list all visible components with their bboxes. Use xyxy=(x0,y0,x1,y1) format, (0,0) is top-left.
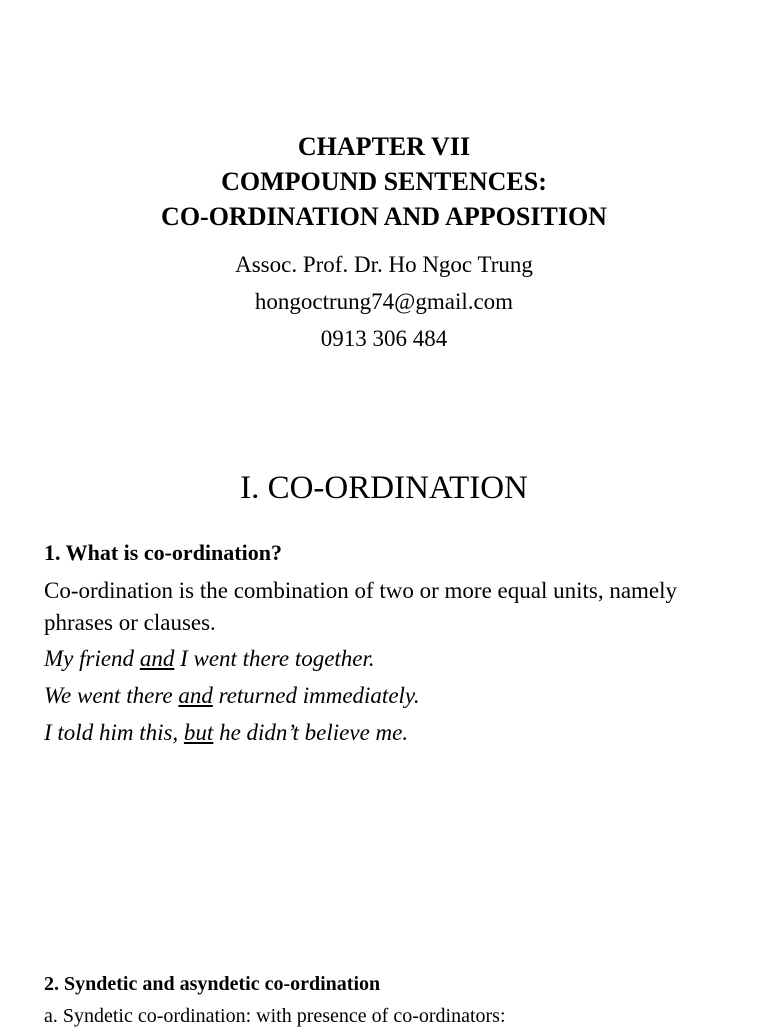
chapter-label: CHAPTER VII xyxy=(297,132,471,161)
part2-item-a: a. Syndetic co-ordination: with presence of co-ordinators: xyxy=(44,1005,506,1027)
coordinator-word: but xyxy=(183,720,214,745)
example-text: returned immediately. xyxy=(212,683,420,708)
example-text: I told him this, xyxy=(44,720,184,745)
example-text: he didn’t believe me. xyxy=(213,720,409,745)
chapter-title: COMPOUND SENTENCES: xyxy=(221,167,547,196)
author-email: hongoctrung74@gmail.com xyxy=(254,289,514,314)
example-sentence xyxy=(44,681,420,711)
chapter-subtitle: CO-ORDINATION AND APPOSITION xyxy=(161,202,607,231)
author-name: Assoc. Prof. Dr. Ho Ngoc Trung xyxy=(235,252,533,277)
coordinator-word: and xyxy=(139,646,175,671)
example-sentence xyxy=(44,718,408,748)
example-sentence xyxy=(44,644,375,674)
coordinator-word: and xyxy=(178,683,213,708)
part2-heading: 2. Syndetic and asyndetic co-ordination xyxy=(44,973,381,995)
example-text: My friend xyxy=(44,646,140,671)
author-phone: 0913 306 484 xyxy=(320,326,448,351)
part1-definition: Co-ordination is the combination of two or more equal units, namely phrases or clauses. xyxy=(44,578,678,635)
section-heading: I. CO-ORDINATION xyxy=(240,470,528,506)
example-text: We went there xyxy=(44,683,179,708)
part1-heading: 1. What is co-ordination? xyxy=(44,540,282,565)
example-text: I went there together. xyxy=(174,646,375,671)
